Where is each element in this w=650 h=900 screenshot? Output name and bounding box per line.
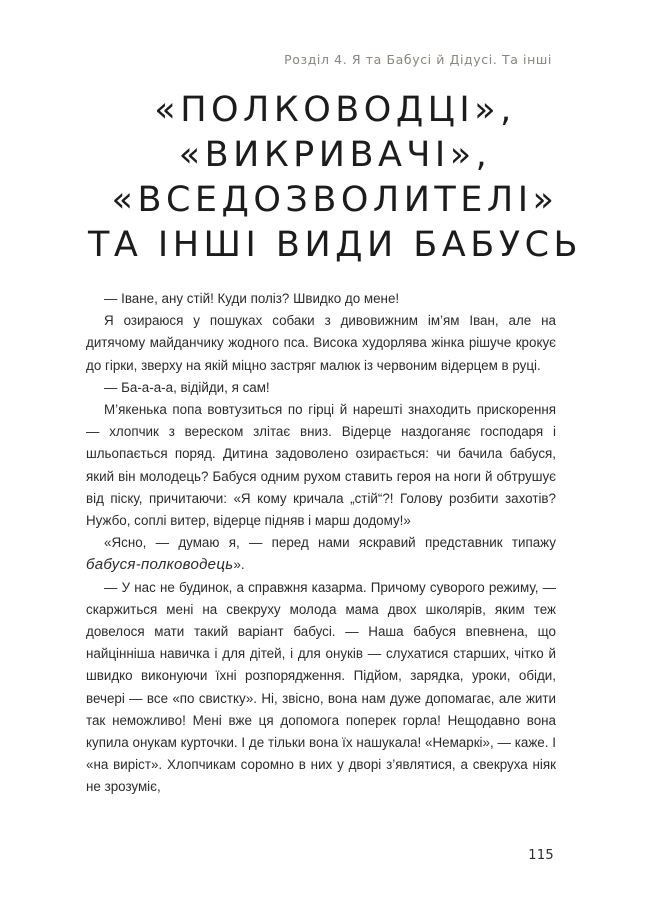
highlighted-term: бабуся-полководець <box>86 556 234 574</box>
paragraph: М’якенька попа вовтузиться по гірці й нарешті знаходить прискорення — хлопчик з вереском злітає вниз. Відерце наздоганяє господаря і шльопається поряд. Дитина задоволено озирається: чи бачила бабуся, який він молодець? Бабуся одним рухом ставить героя на ноги й обтрушує від піску, причитаючи: «Я кому кричала „стій“?! Голову розбити захотів? Нужбо, соплі витер, відерце підняв і марш додому!» <box>86 402 556 529</box>
title-line: «ВИКРИВАЧІ», <box>178 135 492 175</box>
running-head: Розділ 4. Я та Бабусі й Дідусі. Та інші <box>284 52 552 67</box>
term-lead-text: «Ясно, — думаю я, — перед нами яскравий представник типажу <box>104 535 556 551</box>
title-line: ТА ІНШІ ВИДИ БАБУСЬ <box>87 225 583 265</box>
chapter-title <box>70 88 600 268</box>
paragraph: — Іване, ану стій! Куди поліз? Швидко до мене! <box>104 291 400 306</box>
paragraph: — У нас не будинок, а справжня казарма. Причому суворого режиму, — скаржиться мені на свекруху молода мама двох школярів, яким теж довелося мати такий варіант бабусі. — Наша бабуся впевнена, що найцінніша навичка і для дітей, і для онуків — слухатися старших, чітко й швидко виконуючи їхні розпорядження. Підйом, зарядка, уроки, обіди, вечері — все «по свистку». Ні, звісно, вона нам дуже допомагає, але жити так неможливо! Мені вже ця допомога поперек горла! Нещодавно вона купила онукам курточки. І де тільки вона їх нашукала! «Немаркі», — каже. І «на виріст». Хлопчикам соромно в них у дворі з’являтися, а свекруха ніяк не зрозуміє, <box>86 579 556 795</box>
body-text <box>86 288 556 799</box>
title-line: «ВСЕДОЗВОЛИТЕЛІ» <box>111 180 559 220</box>
paragraph: — Ба-а-а-а, відійди, я сам! <box>104 379 270 395</box>
term-trail-text: ». <box>233 557 245 573</box>
paragraph-with-term <box>86 532 556 576</box>
title-line: «ПОЛКОВОДЦІ», <box>154 90 516 130</box>
paragraph: Я озираюся у пошуках собаки з дивовижним ім’ям Іван, але на дитячому майданчику жодного пса. Висока худорлява жінка рішуче крокує до гірки, зверху на якій міцно застряг малюк із червоним відерцем в руці. <box>86 313 556 373</box>
page-number: 115 <box>528 848 554 863</box>
